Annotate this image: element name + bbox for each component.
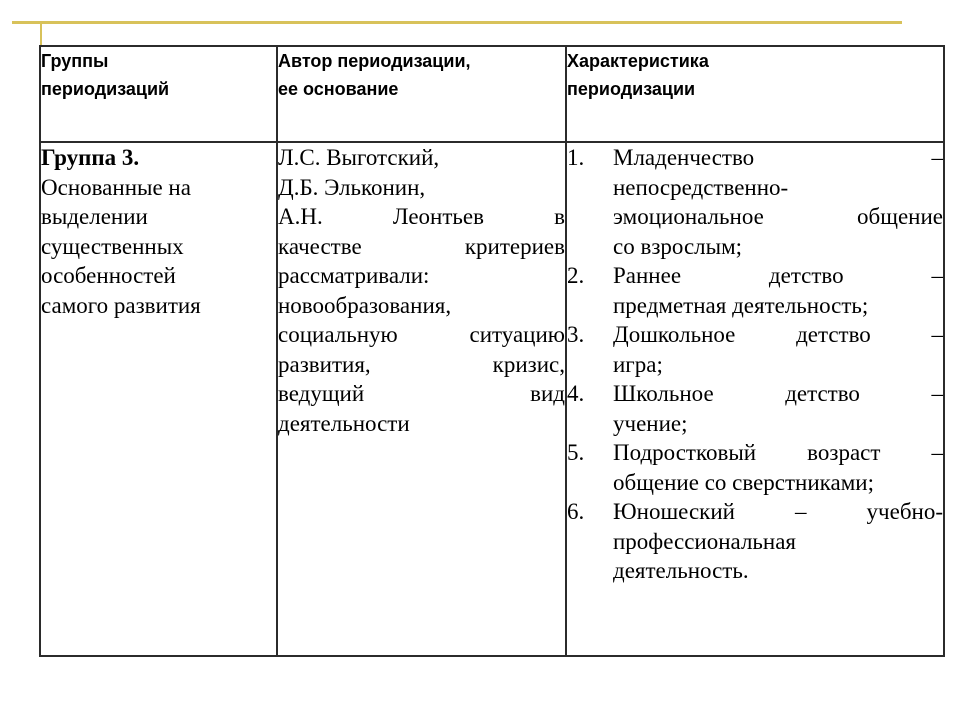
group-desc-line: особенностей: [41, 263, 176, 288]
item-word: –: [795, 499, 807, 524]
author-word: социальную: [278, 322, 398, 347]
item-line: деятельность.: [613, 558, 749, 583]
decorative-top-line: [12, 21, 902, 24]
header-author-line: ее основание: [278, 79, 399, 99]
author-word: качестве: [278, 233, 362, 259]
item-word: Школьное: [613, 381, 714, 406]
list-number: 5.: [567, 440, 585, 465]
author-word: в: [554, 204, 565, 229]
author-word: вид: [530, 381, 565, 406]
list-item: [567, 143, 943, 261]
item-word: –: [931, 322, 943, 347]
item-word: возраст: [807, 440, 881, 465]
item-word: Дошкольное: [613, 322, 736, 347]
header-groups-line: Группы: [41, 51, 109, 71]
item-word: детство: [768, 263, 844, 288]
group-title: Группа 3.: [41, 145, 140, 170]
header-author: [277, 46, 566, 142]
item-word: –: [931, 263, 943, 288]
periods-list: [567, 143, 943, 586]
item-word: –: [931, 145, 943, 170]
item-word: Младенчество: [613, 145, 755, 170]
item-line: [613, 320, 943, 350]
group-desc-line: Основанные на: [41, 174, 191, 200]
header-characteristic-line: Характеристика: [567, 51, 709, 71]
author-word: критериев: [464, 233, 565, 259]
item-line: [613, 202, 943, 232]
item-line: [613, 143, 943, 173]
item-line: [613, 497, 943, 527]
item-line: непосредственно-: [613, 174, 789, 200]
group-desc-line: самого развития: [41, 292, 201, 318]
list-item: [567, 320, 943, 379]
author-cell: [277, 142, 566, 656]
author-word: ситуацию: [469, 322, 565, 347]
author-line: [278, 350, 565, 380]
author-word: А.Н.: [278, 204, 323, 229]
list-number: 1.: [567, 145, 585, 170]
author-word: кризис,: [492, 351, 565, 377]
item-word: Юношеский: [613, 499, 735, 524]
item-line: общение со сверстниками;: [613, 469, 874, 495]
item-word: Раннее: [613, 263, 682, 288]
item-line: игра;: [613, 351, 663, 377]
item-word: общение: [857, 204, 943, 229]
item-word: –: [931, 381, 943, 406]
item-line: профессиональная: [613, 528, 797, 554]
item-line: [613, 438, 943, 468]
author-line: [278, 232, 565, 262]
table-row: [40, 142, 944, 656]
list-number: 3.: [567, 322, 585, 347]
list-number: 6.: [567, 499, 585, 524]
header-characteristic: [566, 46, 944, 142]
group-desc-line: существенных: [41, 233, 184, 259]
header-groups-line: периодизаций: [41, 79, 170, 99]
item-word: детство: [785, 381, 860, 406]
item-word: Подростковый: [613, 440, 757, 465]
author-word: Леонтьев: [392, 204, 484, 229]
item-line: [613, 261, 943, 291]
item-word: учебно-: [866, 499, 943, 524]
characteristic-cell: [566, 142, 944, 656]
author-line: деятельности: [278, 410, 410, 436]
author-line: [278, 320, 565, 350]
author-line: [278, 202, 565, 232]
list-item: [567, 438, 943, 497]
author-line: Л.С. Выготский,: [278, 145, 440, 170]
group-desc-line: выделении: [41, 204, 148, 229]
decorative-left-line: [40, 22, 42, 46]
periodization-table: [39, 45, 945, 657]
item-line: [613, 379, 943, 409]
item-line: предметная деятельность;: [613, 292, 869, 318]
list-item: [567, 261, 943, 320]
item-word: детство: [796, 322, 871, 347]
item-line: учение;: [613, 410, 688, 436]
list-item: [567, 497, 943, 586]
table-header-row: [40, 46, 944, 142]
item-word: –: [931, 440, 943, 465]
item-word: эмоциональное: [613, 204, 764, 229]
author-word: ведущий: [278, 381, 365, 406]
author-line: [278, 379, 565, 409]
author-line: новообразования,: [278, 292, 452, 318]
author-word: развития,: [278, 351, 371, 377]
header-author-line: Автор периодизации,: [278, 51, 471, 71]
list-number: 2.: [567, 263, 585, 288]
list-number: 4.: [567, 381, 585, 406]
header-groups: [40, 46, 277, 142]
author-line: рассматривали:: [278, 263, 430, 288]
list-item: [567, 379, 943, 438]
group-cell: [40, 142, 277, 656]
header-characteristic-line: периодизации: [567, 79, 696, 99]
author-line: Д.Б. Эльконин,: [278, 174, 426, 200]
item-line: со взрослым;: [613, 233, 743, 259]
